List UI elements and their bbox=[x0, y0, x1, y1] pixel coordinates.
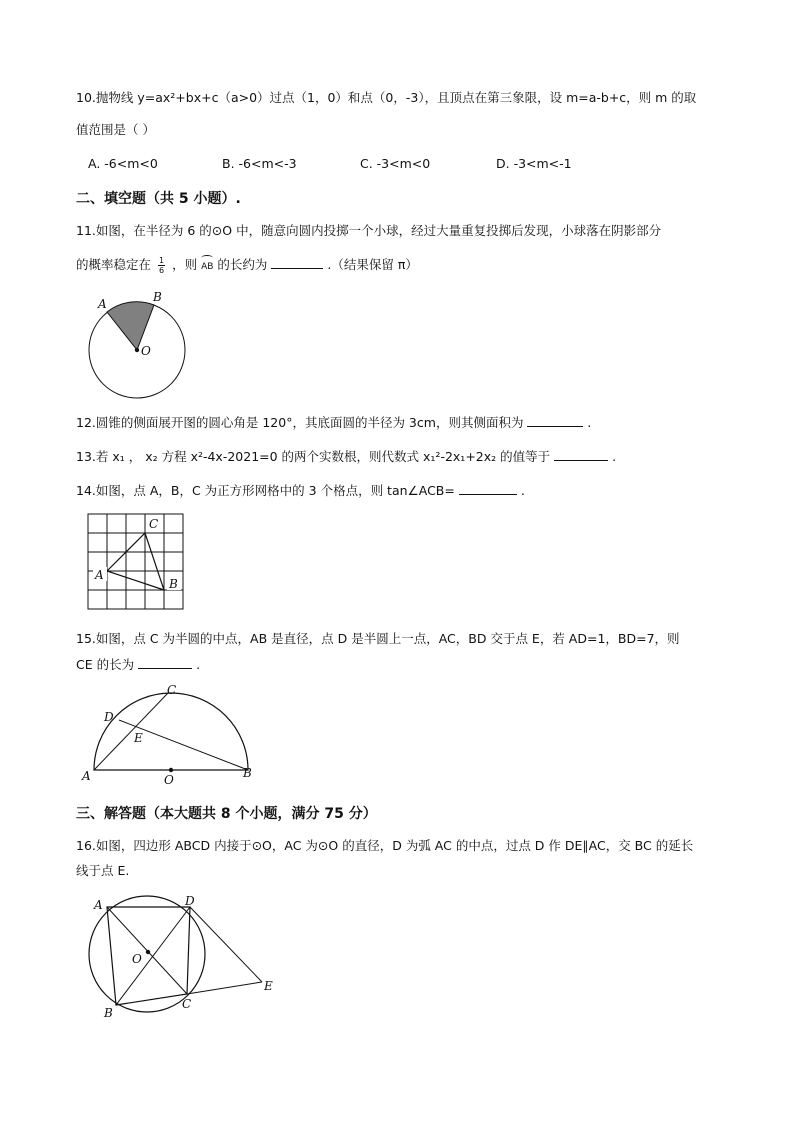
q14-text: 14.如图，点 A，B，C 为正方形网格中的 3 个格点，则 tan∠ACB= bbox=[76, 483, 455, 498]
q13-text: 13.若 x₁ ， x₂ 方程 x²-4x-2021=0 的两个实数根，则代数式 x₁²-2x₁+2x₂ 的值等于 bbox=[76, 449, 551, 464]
fraction-numerator: 1 bbox=[159, 256, 165, 265]
semicircle bbox=[94, 693, 248, 770]
label-b: B bbox=[243, 766, 252, 780]
section-fill-in-heading: 二、填空题（共 5 小题）. bbox=[76, 191, 241, 207]
segment-ce bbox=[187, 982, 262, 994]
fraction-denominator: 6 bbox=[159, 266, 165, 275]
q11-answer-blank bbox=[271, 256, 323, 269]
q16-circle-figure bbox=[82, 890, 282, 1020]
label-c: C bbox=[167, 683, 177, 697]
q15-stem-line1: 15.如图，点 C 为半圆的中点，AB 是直径，点 D 是半圆上一点，AC，BD 交于点 E，若 AD=1，BD=7，则 bbox=[76, 631, 680, 646]
quadrilateral-abcd bbox=[107, 907, 190, 1005]
q14-text-end: . bbox=[520, 483, 525, 498]
q13-answer-blank bbox=[554, 448, 608, 461]
label-a: A bbox=[98, 297, 107, 311]
q12-stem bbox=[76, 414, 591, 431]
segment-db bbox=[119, 720, 248, 770]
arc-ab-label: AB bbox=[201, 259, 213, 275]
triangle-acb bbox=[107, 533, 164, 590]
q16-stem-line1: 16.如图，四边形 ABCD 内接于⊙O，AC 为⊙O 的直径，D 为弧 AC 的中点，过点 D 作 DE∥AC，交 BC 的延长 bbox=[76, 838, 694, 853]
q12-answer-blank bbox=[527, 414, 583, 427]
label-o: O bbox=[164, 773, 174, 787]
label-e: E bbox=[134, 731, 143, 745]
label-a: A bbox=[95, 568, 104, 582]
q10-option-c: C. -3<m<0 bbox=[360, 156, 431, 171]
label-c: C bbox=[182, 997, 192, 1011]
q15-stem-line2 bbox=[76, 656, 200, 673]
q11-fraction bbox=[158, 256, 165, 275]
q15-answer-blank bbox=[138, 656, 192, 669]
q10-stem-line2: 值范围是（ ） bbox=[76, 122, 155, 137]
q11-text-mid: ，则 bbox=[172, 257, 198, 272]
diagonal-bd bbox=[116, 907, 190, 1005]
label-a: A bbox=[94, 898, 103, 912]
label-a: A bbox=[82, 769, 91, 783]
label-d: D bbox=[104, 710, 114, 724]
q10-option-d: D. -3<m<-1 bbox=[496, 156, 572, 171]
q11-stem-line2 bbox=[76, 256, 418, 275]
q15-text: CE 的长为 bbox=[76, 657, 135, 672]
q11-circle-figure bbox=[80, 285, 190, 400]
center-point bbox=[135, 348, 139, 352]
label-o: O bbox=[141, 344, 151, 358]
q13-stem bbox=[76, 448, 616, 465]
label-c: C bbox=[149, 517, 159, 531]
q12-text: 12.圆锥的侧面展开图的圆心角是 120°，其底面圆的半径为 3cm，则其侧面积为 bbox=[76, 415, 524, 430]
q14-answer-blank bbox=[459, 482, 517, 495]
q14-stem bbox=[76, 482, 525, 499]
q12-text-end: . bbox=[587, 415, 592, 430]
q10-option-b: B. -6<m<-3 bbox=[222, 156, 297, 171]
center-point bbox=[169, 768, 173, 772]
q15-text-end: . bbox=[196, 657, 201, 672]
q11-text-post: 的长约为 bbox=[217, 257, 268, 272]
label-b: B bbox=[104, 1006, 113, 1020]
q10-stem-line1: 10.抛物线 y=ax²+bx+c（a>0）过点（1，0）和点（0，-3），且顶点在第三象限，设 m=a-b+c，则 m 的取 bbox=[76, 90, 697, 105]
q14-grid-figure bbox=[86, 512, 186, 612]
square-grid bbox=[88, 514, 183, 609]
segment-de bbox=[190, 907, 262, 982]
q16-stem-line2: 线于点 E. bbox=[76, 863, 130, 878]
label-e: E bbox=[264, 979, 273, 993]
q11-text-pre: 的概率稳定在 bbox=[76, 257, 152, 272]
q15-semicircle-figure bbox=[80, 680, 260, 790]
center-point bbox=[146, 950, 150, 954]
q11-text-end: .（结果保留 π） bbox=[327, 257, 418, 272]
circle-o bbox=[89, 896, 205, 1012]
label-b: B bbox=[169, 577, 178, 591]
label-o: O bbox=[132, 952, 142, 966]
label-d: D bbox=[185, 894, 195, 908]
q10-option-a: A. -6<m<0 bbox=[88, 156, 158, 171]
section-solution-heading: 三、解答题（本大题共 8 个小题，满分 75 分） bbox=[76, 806, 377, 822]
shaded-sector bbox=[107, 302, 154, 350]
label-b: B bbox=[153, 290, 162, 304]
q13-text-end: . bbox=[612, 449, 617, 464]
q11-stem-line1: 11.如图，在半径为 6 的⊙O 中，随意向圆内投掷一个小球，经过大量重复投掷后发现，小球落在阴影部分 bbox=[76, 223, 662, 238]
